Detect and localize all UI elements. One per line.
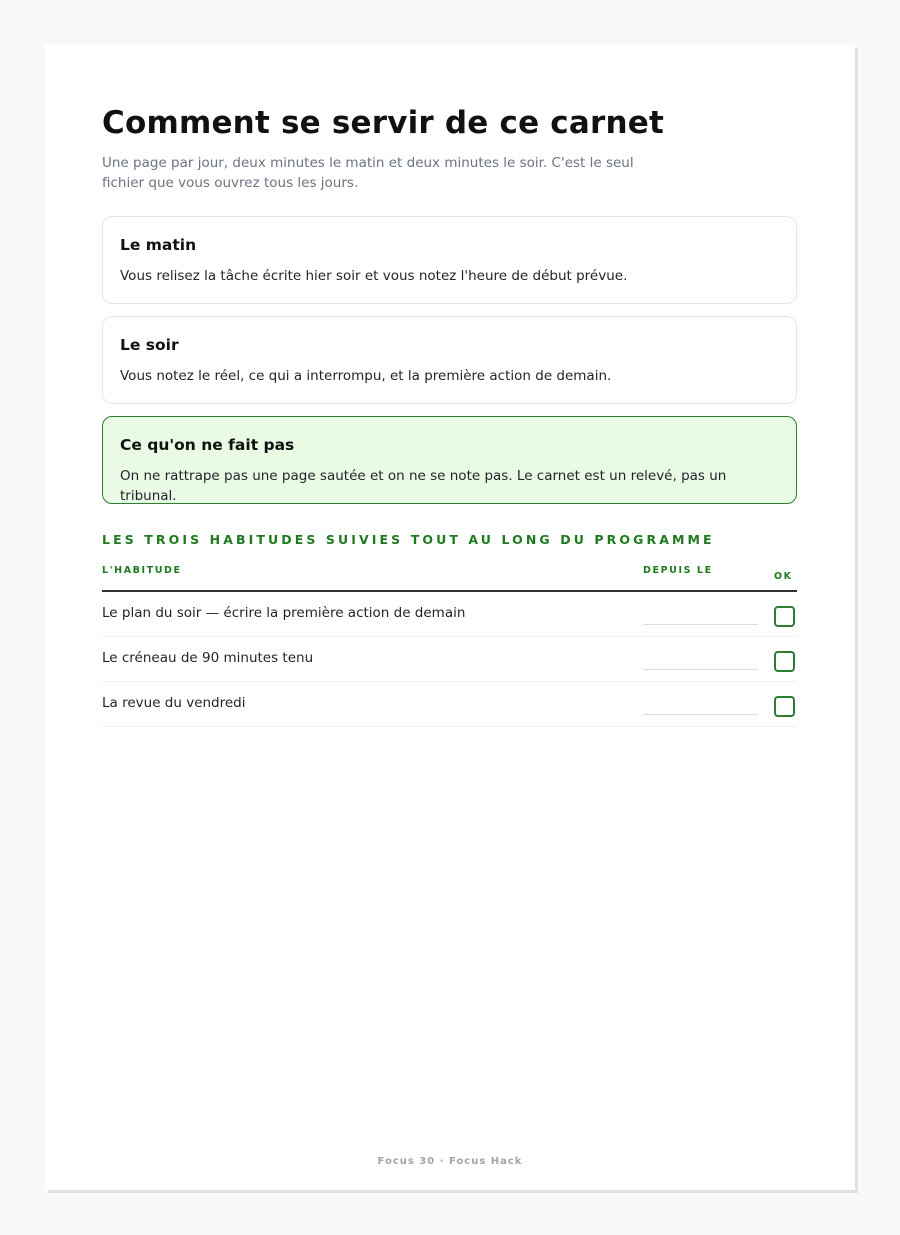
card-dont [102, 416, 797, 504]
table-row [102, 682, 797, 727]
table-row [102, 637, 797, 682]
since-date-field[interactable] [643, 714, 758, 715]
habits-table [102, 565, 797, 727]
card-morning-text: Vous relisez la tâche écrite hier soir et vous notez l'heure de début prévue. [120, 268, 628, 284]
card-morning [102, 216, 797, 304]
since-date-field[interactable] [643, 669, 758, 670]
card-dont-title: Ce qu'on ne fait pas [120, 436, 295, 454]
column-header-since: DEPUIS LE [643, 565, 713, 576]
page-content [102, 105, 797, 727]
page-footer: Focus 30 · Focus Hack [377, 1156, 523, 1167]
column-header-ok: OK [774, 571, 793, 582]
since-date-field[interactable] [643, 624, 758, 625]
notebook-page [45, 45, 855, 1190]
card-dont-text: On ne rattrape pas une page sautée et on ne se note pas. Le carnet est un relevé, pas un tribunal. [120, 468, 727, 504]
habit-label: Le plan du soir — écrire la première action de demain [102, 605, 466, 621]
card-evening-title: Le soir [120, 336, 179, 354]
card-evening [102, 316, 797, 404]
habit-label: La revue du vendredi [102, 695, 246, 711]
habits-heading: LES TROIS HABITUDES SUIVIES TOUT AU LONG DU PROGRAMME [102, 532, 715, 547]
card-morning-title: Le matin [120, 236, 197, 254]
habit-checkbox[interactable] [774, 696, 795, 717]
page-subtitle: Une page par jour, deux minutes le matin et deux minutes le soir. C'est le seul fichier que vous ouvrez tous les jours. [102, 155, 634, 191]
page-title: Comment se servir de ce carnet [102, 105, 665, 141]
habits-table-header [102, 565, 797, 592]
habit-checkbox[interactable] [774, 606, 795, 627]
card-evening-text: Vous notez le réel, ce qui a interrompu, et la première action de demain. [120, 368, 612, 384]
column-header-habit: L'HABITUDE [102, 565, 182, 576]
habit-checkbox[interactable] [774, 651, 795, 672]
habit-label: Le créneau de 90 minutes tenu [102, 650, 314, 666]
table-row [102, 592, 797, 637]
